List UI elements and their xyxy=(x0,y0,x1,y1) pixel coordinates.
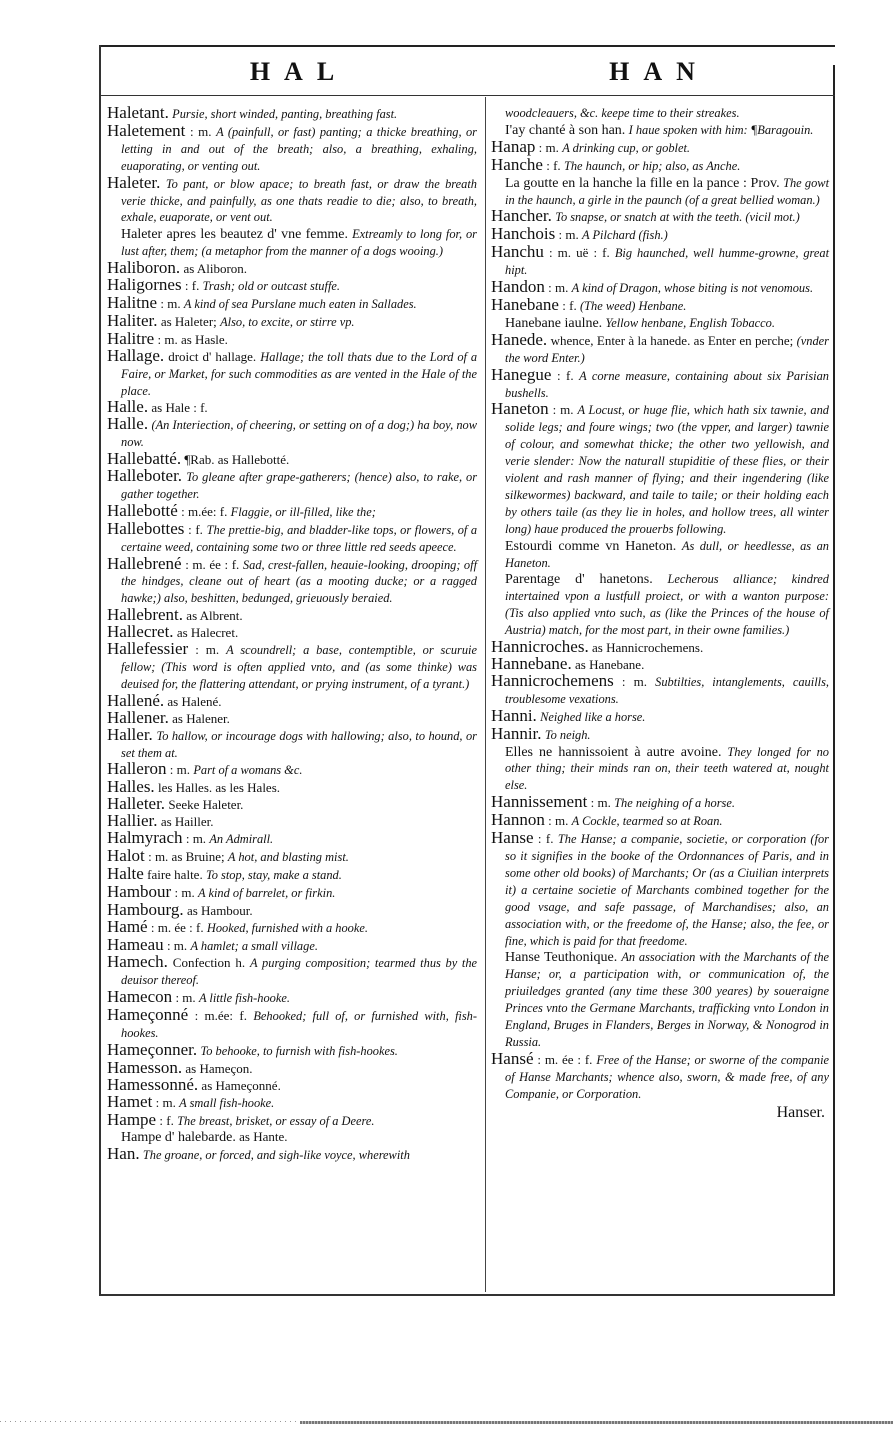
left-running-head: HAL xyxy=(249,57,349,86)
scan-artifact xyxy=(0,1421,300,1422)
dictionary-entry xyxy=(107,345,478,400)
definition: A Cockle, tearmed so at Roan. xyxy=(571,814,723,829)
dictionary-entry xyxy=(107,641,477,693)
grammar-note: : m. xyxy=(548,813,569,829)
headword: I'ay chanté à son han. xyxy=(505,122,626,138)
headword: Hannebane. xyxy=(491,654,572,673)
dictionary-entry xyxy=(491,401,829,537)
dictionary-entry xyxy=(107,796,477,813)
grammar-note: as Halener. xyxy=(172,710,230,726)
frame-bottom-rule xyxy=(99,1294,835,1296)
headword: Halmyrach xyxy=(107,828,183,848)
headword: Haliter. xyxy=(107,310,158,330)
grammar-note: as Hale : f. xyxy=(151,400,208,416)
frame-right-rule xyxy=(833,65,835,1296)
column-divider xyxy=(485,97,486,1292)
headword: Hanchois xyxy=(491,224,556,244)
dictionary-entry xyxy=(107,310,477,331)
definition: Yellow henbane, English Tobacco. xyxy=(605,315,775,330)
grammar-note: as Halecret. xyxy=(176,625,239,641)
grammar-note: as Hanebane. xyxy=(575,657,645,672)
grammar-note: whence, Enter à la hanede. as Enter en perche; xyxy=(550,332,794,348)
grammar-note: : f. xyxy=(546,157,561,173)
headword: Hallage. xyxy=(107,345,165,365)
dictionary-entry xyxy=(107,226,477,260)
definition: An association with the Marchants of the Hanse; or, a participation with, or communication of, the priuiledges granted (any time these 300 yeares) by soueraigne Princes vnto the Germane Marchants, trafficking vnto London in England, Bruges in Flanders, Berges in Norway, & Nonogrod in Russia. xyxy=(505,950,830,1049)
headword: Hallier. xyxy=(107,811,158,831)
grammar-note: Seeke Haleter. xyxy=(168,797,244,813)
headword: Haliboron. xyxy=(107,258,181,278)
definition: Lecherous alliance; kindred intertained vpon a lustfull proiect, or with a wanton purpose: (Tis also applied vnto such, as (like the Princes of the house of Austria) match, for the most part, in their owne families.) xyxy=(505,572,830,638)
grammar-note: as Hannicrochemens. xyxy=(592,640,704,656)
dictionary-entry xyxy=(107,1091,477,1112)
headword: Halleboter. xyxy=(107,466,183,486)
definition: To hallow, or incourage dogs with hallowing; also, to hound, or set them at. xyxy=(121,728,478,760)
grammar-note: : m. xyxy=(590,795,611,811)
grammar-note: as Aliboron. xyxy=(183,261,248,277)
headword: La goutte en la hanche la fille en la pance : Prov. xyxy=(505,175,780,191)
headword: Halitne xyxy=(107,292,158,312)
headword: Halleron xyxy=(107,759,167,779)
grammar-note: : f. xyxy=(562,297,577,313)
dictionary-entry xyxy=(107,899,477,919)
grammar-note: : m. xyxy=(548,280,569,296)
grammar-note: : f. xyxy=(188,521,203,537)
catchword: Hanser. xyxy=(776,1103,825,1121)
headword: Handon xyxy=(491,277,545,297)
definition: A hot, and blasting mist. xyxy=(227,849,349,864)
grammar-note: : m. xyxy=(174,884,195,900)
definition: Free of the Hanse; or sworne of the companie of Hanse Marchants; whence also, sworn, & made free, of any Companie, or Corporation. xyxy=(505,1052,830,1101)
headword: Hansé xyxy=(491,1048,534,1068)
headword: Hallebotté xyxy=(107,500,178,520)
definition: The prettie-big, and bladder-like tops, or flowers, of a certaine weed, containing some two or three little red seeds apeece. xyxy=(121,522,478,554)
dictionary-entry xyxy=(107,172,477,227)
dictionary-entry xyxy=(107,1074,477,1094)
headword: Hallebrené xyxy=(107,553,182,573)
headword: Hanap xyxy=(491,136,536,156)
definition: (vnder the word Enter.) xyxy=(505,333,829,365)
headword: Hambour xyxy=(107,881,172,901)
grammar-note: : m. xyxy=(175,990,196,1006)
grammar-note: as Hambour. xyxy=(186,902,253,918)
definition: A purging composition; tearmed thus by the deuisor thereof. xyxy=(121,956,478,988)
definition: Big haunched, well humme-growne, great hipt. xyxy=(505,246,830,278)
dictionary-entry xyxy=(107,1109,477,1130)
headword: Hanse xyxy=(491,828,534,848)
right-column xyxy=(491,105,829,1120)
headword: Hamesson. xyxy=(107,1057,183,1077)
dictionary-entry xyxy=(107,724,478,762)
headword: Hallené. xyxy=(107,690,165,710)
definition: Sad, crest-fallen, heauie-looking, drooping; off the hindges, cleane out of heart (as a mooting ducke; or a ragged hawke;) also, beshitten, bedunged, grieuously beraied. xyxy=(121,557,478,606)
headword: Hannir. xyxy=(491,723,542,743)
definition: To gleane after grape-gatherers; (hence) also, to rake, or gather together. xyxy=(121,470,478,501)
scan-artifact-bar xyxy=(300,1421,893,1424)
headword: Haligornes xyxy=(107,275,182,295)
definition: A hamlet; a small village. xyxy=(190,938,318,953)
headword: Haleter. xyxy=(107,172,161,192)
dictionary-entry xyxy=(107,277,477,295)
dictionary-entry xyxy=(107,399,477,416)
grammar-note: : m.ée: f. xyxy=(194,1008,247,1024)
dictionary-entry xyxy=(491,244,829,279)
definition: The haunch, or hip; also, as Anche. xyxy=(563,158,741,173)
definition: I haue spoken with him: ¶Baragouin. xyxy=(628,122,814,137)
grammar-note: : m. ée : f. xyxy=(185,556,240,572)
definition: To pant, or blow apace; to breath fast, or draw the breath verie thicke, and painfully, as one thats readie to die; also, to breath, exhale, euaporate, or vent out. xyxy=(121,176,477,225)
definition: To stop, stay, make a stand. xyxy=(206,867,342,882)
dictionary-entry xyxy=(491,105,829,122)
definition: The neighing of a horse. xyxy=(614,796,735,811)
headword: Hanede. xyxy=(491,329,548,349)
headword: Halte xyxy=(107,863,144,883)
grammar-note: as Hameçon. xyxy=(185,1060,253,1076)
headword: Han. xyxy=(107,1144,140,1164)
definition: woodcleauers, &c. keepe time to their streakes. xyxy=(505,106,740,120)
definition: A drinking cup, or goblet. xyxy=(562,140,690,155)
dictionary-entry xyxy=(491,744,829,795)
headword: Hamech. xyxy=(107,952,168,972)
headword: Hambourg. xyxy=(107,899,184,919)
dictionary-entry xyxy=(107,761,477,779)
grammar-note: : m. as Bruine; xyxy=(148,848,225,864)
dictionary-entry xyxy=(107,1007,477,1042)
headword: Hallefessier xyxy=(107,639,189,659)
headword: Hannon xyxy=(491,810,545,830)
headword: Halle. xyxy=(107,414,149,434)
headword: Haller. xyxy=(107,724,153,744)
dictionary-entry xyxy=(107,553,478,608)
definition: An Admirall. xyxy=(209,832,274,847)
headword: Hallebrent. xyxy=(107,605,183,625)
dictionary-entry xyxy=(107,416,477,451)
headword: Hamecon xyxy=(107,987,173,1007)
headword: Hanche xyxy=(491,154,543,174)
grammar-note: as Albrent. xyxy=(186,608,243,624)
dictionary-entry xyxy=(491,538,829,572)
dictionary-entry xyxy=(491,670,829,708)
definition: Subtilties, intanglements, cauills, troublesome vexations. xyxy=(505,674,829,706)
grammar-note: : m. xyxy=(155,1094,176,1110)
headword: Halle. xyxy=(107,397,149,417)
grammar-note: : m. ée : f. xyxy=(537,1051,593,1067)
definition: Flaggie, or ill-filled, like the; xyxy=(230,504,376,519)
headword: Haletement xyxy=(107,120,186,140)
headword: Hamet xyxy=(107,1091,153,1111)
definition: A scoundrell; a base, contemptible, or scuruie fellow; (This word is often applied vnto, and (as some thinke) was deuised for, the flattering attendant, or prying instrument, of a tyrant.) xyxy=(121,643,477,691)
grammar-note: faire halte. xyxy=(147,866,203,882)
definition: To snapse, or snatch at with the teeth. (vicil mot.) xyxy=(555,210,800,225)
headword: Hanse Teuthonique. xyxy=(505,950,618,966)
dictionary-entry xyxy=(491,294,829,315)
grammar-note: as Haleter; xyxy=(160,313,217,329)
grammar-note: : m. xyxy=(169,762,191,778)
dictionary-entry xyxy=(107,518,478,556)
headword: Hanegue xyxy=(491,364,552,384)
definition: A Pilchard (fish.) xyxy=(582,228,668,243)
grammar-note: : m. xyxy=(166,937,188,953)
headword: Hallebatté. xyxy=(107,449,182,469)
grammar-note: : m. xyxy=(160,295,181,311)
definition: Extreamly to long for, or lust after, them; (a metaphor from the manner of a dogs wooing.) xyxy=(121,227,478,259)
definition: A Locust, or huge flie, which hath six tawnie, and solide legs; and foure wings; two (the vpper, and larger) tawnie of colour, and somewhat thicke; the other two yellowish, and verie slender: Now the naturall stupiditie of these flies, or their violent and rash manner of flying; and their ingendering (like silkewormes) backward, and taile to taile; or their holding each by others taile (as they lie in holes, and hollow trees, all winter long) haue produced the prouerbs following. xyxy=(505,403,829,536)
definition: Pursie, short winded, panting, breathing fast. xyxy=(172,107,398,121)
dictionary-entry xyxy=(107,120,477,175)
definition: Neighed like a horse. xyxy=(540,709,646,724)
headword: Hallecret. xyxy=(107,622,174,642)
definition: A kind of sea Purslane much eaten in Sallades. xyxy=(183,296,417,311)
dictionary-entry xyxy=(107,292,477,313)
dictionary-entry xyxy=(107,830,477,848)
headword: Hampe d' halebarde. xyxy=(121,1130,236,1146)
definition: To neigh. xyxy=(544,727,591,742)
dictionary-entry xyxy=(107,468,477,503)
dictionary-entry xyxy=(491,830,829,949)
grammar-note: as Hante. xyxy=(239,1129,288,1145)
definition: Trash; old or outcast stuffe. xyxy=(202,279,340,294)
grammar-note: : f. xyxy=(556,367,574,383)
grammar-note: : m. xyxy=(185,831,207,847)
headword: Elles ne hannissoient à autre avoine. xyxy=(505,744,722,760)
headword: Hanni. xyxy=(491,705,537,725)
grammar-note: : f. xyxy=(184,278,200,294)
headword: Hanebane xyxy=(491,294,559,314)
grammar-note: : m. xyxy=(552,402,574,418)
headword: Hameçonné xyxy=(107,1005,189,1025)
headword: Haleter apres les beautez d' vne femme. xyxy=(121,227,348,243)
dictionary-entry xyxy=(491,705,829,726)
dictionary-entry xyxy=(491,364,829,402)
headword: Haletant. xyxy=(107,103,169,122)
headword: Estourdi comme vn Haneton. xyxy=(505,538,677,554)
definition: A corne measure, containing about six Parisian bushells. xyxy=(505,368,829,400)
grammar-note: Confection h. xyxy=(172,955,246,971)
grammar-note: as Halené. xyxy=(167,693,222,709)
grammar-note: les Halles. as les Hales. xyxy=(157,780,281,796)
grammar-note: : m. xyxy=(538,139,559,155)
grammar-note: : m. xyxy=(621,673,647,689)
headword: Halleter. xyxy=(107,794,166,814)
definition: (An Interiection, of cheering, or setting on of a dog;) ha boy, now now. xyxy=(121,418,478,450)
definition: They longed for no other thing; their minds ran on, their teeth watered at, nought else. xyxy=(505,744,830,793)
dictionary-entry xyxy=(107,1146,477,1164)
grammar-note: : m. uë : f. xyxy=(549,245,610,261)
dictionary-entry xyxy=(491,812,829,830)
dictionary-entry xyxy=(491,571,829,639)
definition: Part of a womans &c. xyxy=(193,763,303,778)
headword: Parentage d' hanetons. xyxy=(505,572,653,588)
headword: Hameau xyxy=(107,934,164,954)
headword: Halot xyxy=(107,845,145,865)
grammar-note: : m.ée: f. xyxy=(181,503,228,519)
headword: Hamé xyxy=(107,916,148,936)
headword: Halitre xyxy=(107,328,155,348)
headword: Hallener. xyxy=(107,707,169,727)
dictionary-entry xyxy=(107,845,477,866)
definition: Hallage; the toll thats due to the Lord of a Faire, or Market, for such commodities as are vented in the Hale of the place. xyxy=(121,349,478,398)
left-column xyxy=(107,105,477,1164)
dictionary-entry xyxy=(491,175,829,209)
definition: A little fish-hooke. xyxy=(198,991,290,1006)
headword: Hannicroches. xyxy=(491,637,589,657)
definition: The Hanse; a companie, societie, or corporation (for so it signifies in the booke of the Ordonnances of Paris, and in some other old books) of Marchants; Or (as a Ciuilian interprets it) a certaine societie of Marchants combined together for the good vsage, and safe passage, of Marchandises; also, an association with, or the freedome of, the Hanse; also, the fee, or fine, which is paid for that freedome. xyxy=(505,832,829,948)
definition: (The weed) Henbane. xyxy=(580,298,687,313)
dictionary-entry xyxy=(107,1129,477,1146)
definition: Hooked, furnished with a hooke. xyxy=(206,920,368,935)
right-running-head: HAN xyxy=(609,57,709,86)
grammar-note: ¶Rab. as Hallebotté. xyxy=(184,452,290,468)
headword: Halles. xyxy=(107,777,155,797)
definition: The gowt in the haunch, a girle in the paunch (of a great bellied woman.) xyxy=(505,175,830,207)
grammar-note: : m. xyxy=(195,642,220,658)
headword: Hallebottes xyxy=(107,518,185,538)
grammar-note: : m. xyxy=(558,227,579,243)
dictionary-entry xyxy=(107,954,477,989)
dictionary-entry xyxy=(491,329,829,367)
dictionary-entry xyxy=(491,154,829,175)
definition: Behooked; full of, or furnished with, fish-hookes. xyxy=(121,1009,478,1041)
grammar-note: : m. xyxy=(189,123,212,139)
dictionary-page xyxy=(99,45,835,1295)
definition: To behooke, to furnish with fish-hookes. xyxy=(200,1043,398,1058)
headword: Hanebane iaulne. xyxy=(505,315,603,331)
dictionary-entry xyxy=(107,707,477,727)
headword: Hamessonné. xyxy=(107,1074,199,1094)
definition: As dull, or heedlesse, as an Haneton. xyxy=(505,538,829,570)
headword: Hannissement xyxy=(491,792,588,812)
headword: Hannicrochemens xyxy=(491,670,614,690)
frame-top-rule xyxy=(99,45,835,47)
definition: The breast, brisket, or essay of a Deere. xyxy=(177,1113,375,1128)
frame-left-rule xyxy=(99,45,101,1296)
definition: A kind of barrelet, or firkin. xyxy=(198,885,336,900)
definition: A (painfull, or fast) panting; a thicke breathing, or letting in and out of the breath; also, a breathing, exhaling, euaporating, or venting out. xyxy=(121,124,477,173)
dictionary-entry xyxy=(491,723,829,744)
grammar-note: as Hailler. xyxy=(160,814,214,830)
dictionary-entry xyxy=(491,1048,830,1103)
definition: The groane, or forced, and sigh-like voyce, wherewith xyxy=(142,1148,410,1163)
grammar-note: droict d' hallage. xyxy=(168,348,257,364)
definition: A small fish-hooke. xyxy=(179,1095,275,1110)
grammar-note: : f. xyxy=(537,831,554,847)
header-rule xyxy=(99,95,835,96)
dictionary-entry xyxy=(491,949,829,1050)
headword: Hancher. xyxy=(491,206,552,226)
grammar-note: as Hameçonné. xyxy=(201,1077,281,1093)
definition: Also, to excite, or stirre vp. xyxy=(220,314,355,329)
grammar-note: : f. xyxy=(159,1112,174,1128)
headword: Haneton xyxy=(491,399,549,419)
headword: Hampe xyxy=(107,1109,157,1129)
dictionary-entry xyxy=(491,122,829,139)
definition: A kind of Dragon, whose biting is not venomous. xyxy=(571,281,814,296)
grammar-note: : m. ée : f. xyxy=(150,919,204,935)
grammar-note: : m. as Hasle. xyxy=(157,331,228,347)
headword: Hanchu xyxy=(491,242,544,262)
headword: Hameçonner. xyxy=(107,1039,198,1059)
